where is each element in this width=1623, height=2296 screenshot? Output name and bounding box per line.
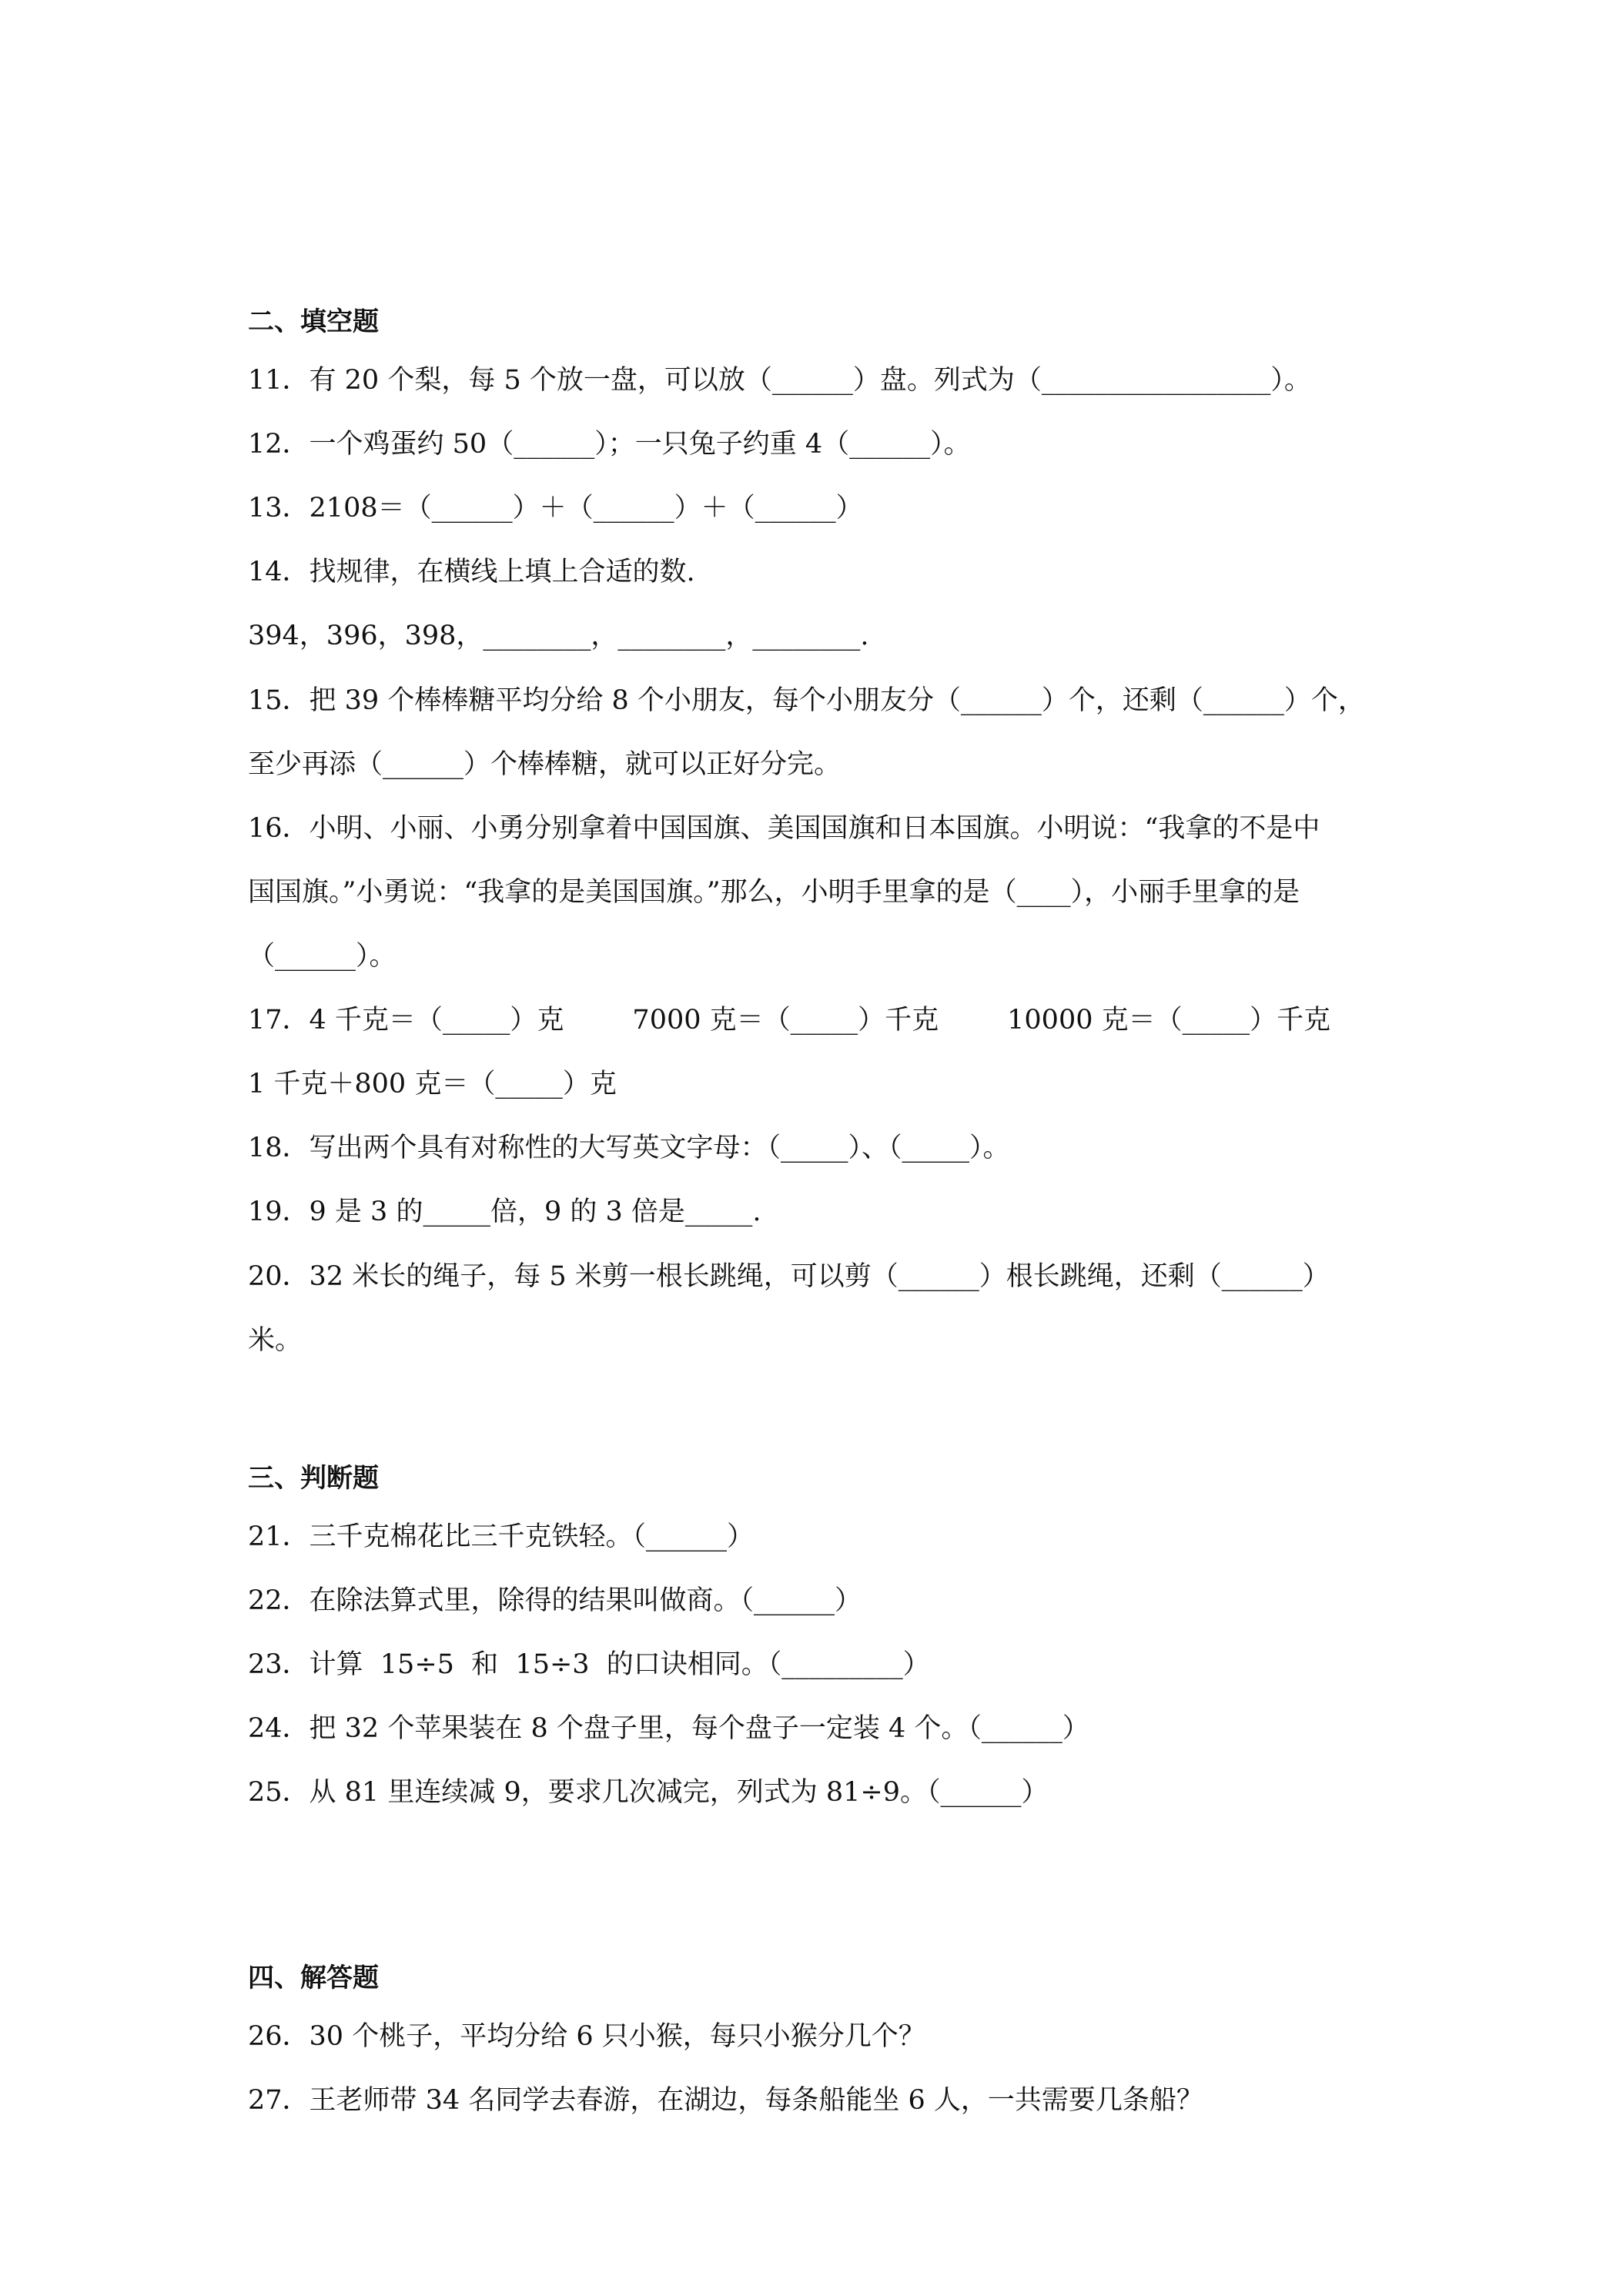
question-13: 13．2108＝（______）＋（______）＋（______）	[248, 493, 863, 524]
question-24: 24．把 32 个苹果装在 8 个盘子里，每个盘子一定装 4 个。（______）	[248, 1713, 1089, 1744]
question-20: 20．32 米长的绳子，每 5 米剪一根长跳绳，可以剪（______）根长跳绳，还剩（______）	[248, 1261, 1330, 1292]
section-heading-true-false: 三、判断题	[248, 1463, 379, 1494]
question-27: 27．王老师带 34 名同学去春游，在湖边，每条船能坐 6 人，一共需要几条船？	[248, 2085, 1203, 2116]
question-21: 21．三千克棉花比三千克铁轻。（______）	[248, 1521, 755, 1552]
question-22: 22．在除法算式里，除得的结果叫做商。（______）	[248, 1585, 862, 1616]
question-14: 14．找规律，在横线上填上合适的数.	[248, 557, 695, 587]
question-16-cont: 国国旗。”小勇说：“我拿的是美国国旗。”那么，小明手里拿的是（____），小丽手里拿的是	[248, 877, 1300, 908]
section-heading-word-problems: 四、解答题	[248, 1963, 379, 1993]
question-26: 26．30 个桃子，平均分给 6 只小猴，每只小猴分几个？	[248, 2021, 925, 2052]
question-16-cont-2: （______）。	[248, 941, 397, 972]
question-12: 12．一个鸡蛋约 50（______）；一只兔子约重 4（______）。	[248, 429, 971, 460]
question-23: 23．计算 15÷5 和 15÷3 的口诀相同。（_________）	[248, 1649, 930, 1680]
question-17: 17．4 千克＝（_____）克 7000 克＝（_____）千克 10000 克＝（_____）千克	[248, 1005, 1331, 1036]
question-25: 25．从 81 里连续减 9，要求几次减完，列式为 81÷9。（______）	[248, 1777, 1049, 1808]
question-15: 15．把 39 个棒棒糖平均分给 8 个小朋友，每个小朋友分（______）个，还剩（______）个，	[248, 685, 1365, 716]
section-heading-fill-in: 二、填空题	[248, 306, 379, 337]
question-11: 11．有 20 个梨，每 5 个放一盘，可以放（______）盘。列式为（_________________）。	[248, 365, 1311, 396]
question-18: 18．写出两个具有对称性的大写英文字母：（_____）、（_____）。	[248, 1133, 1010, 1163]
question-19: 19．9 是 3 的_____倍，9 的 3 倍是_____.	[248, 1197, 761, 1227]
question-20-cont: 米。	[248, 1325, 303, 1356]
question-16: 16．小明、小丽、小勇分别拿着中国国旗、美国国旗和日本国旗。小明说：“我拿的不是中	[248, 813, 1320, 844]
question-15-cont: 至少再添（______）个棒棒糖，就可以正好分完。	[248, 749, 842, 780]
question-17-cont: 1 千克＋800 克＝（_____）克	[248, 1069, 617, 1099]
question-14-sequence: 394，396，398，________，________，________.	[248, 621, 869, 651]
